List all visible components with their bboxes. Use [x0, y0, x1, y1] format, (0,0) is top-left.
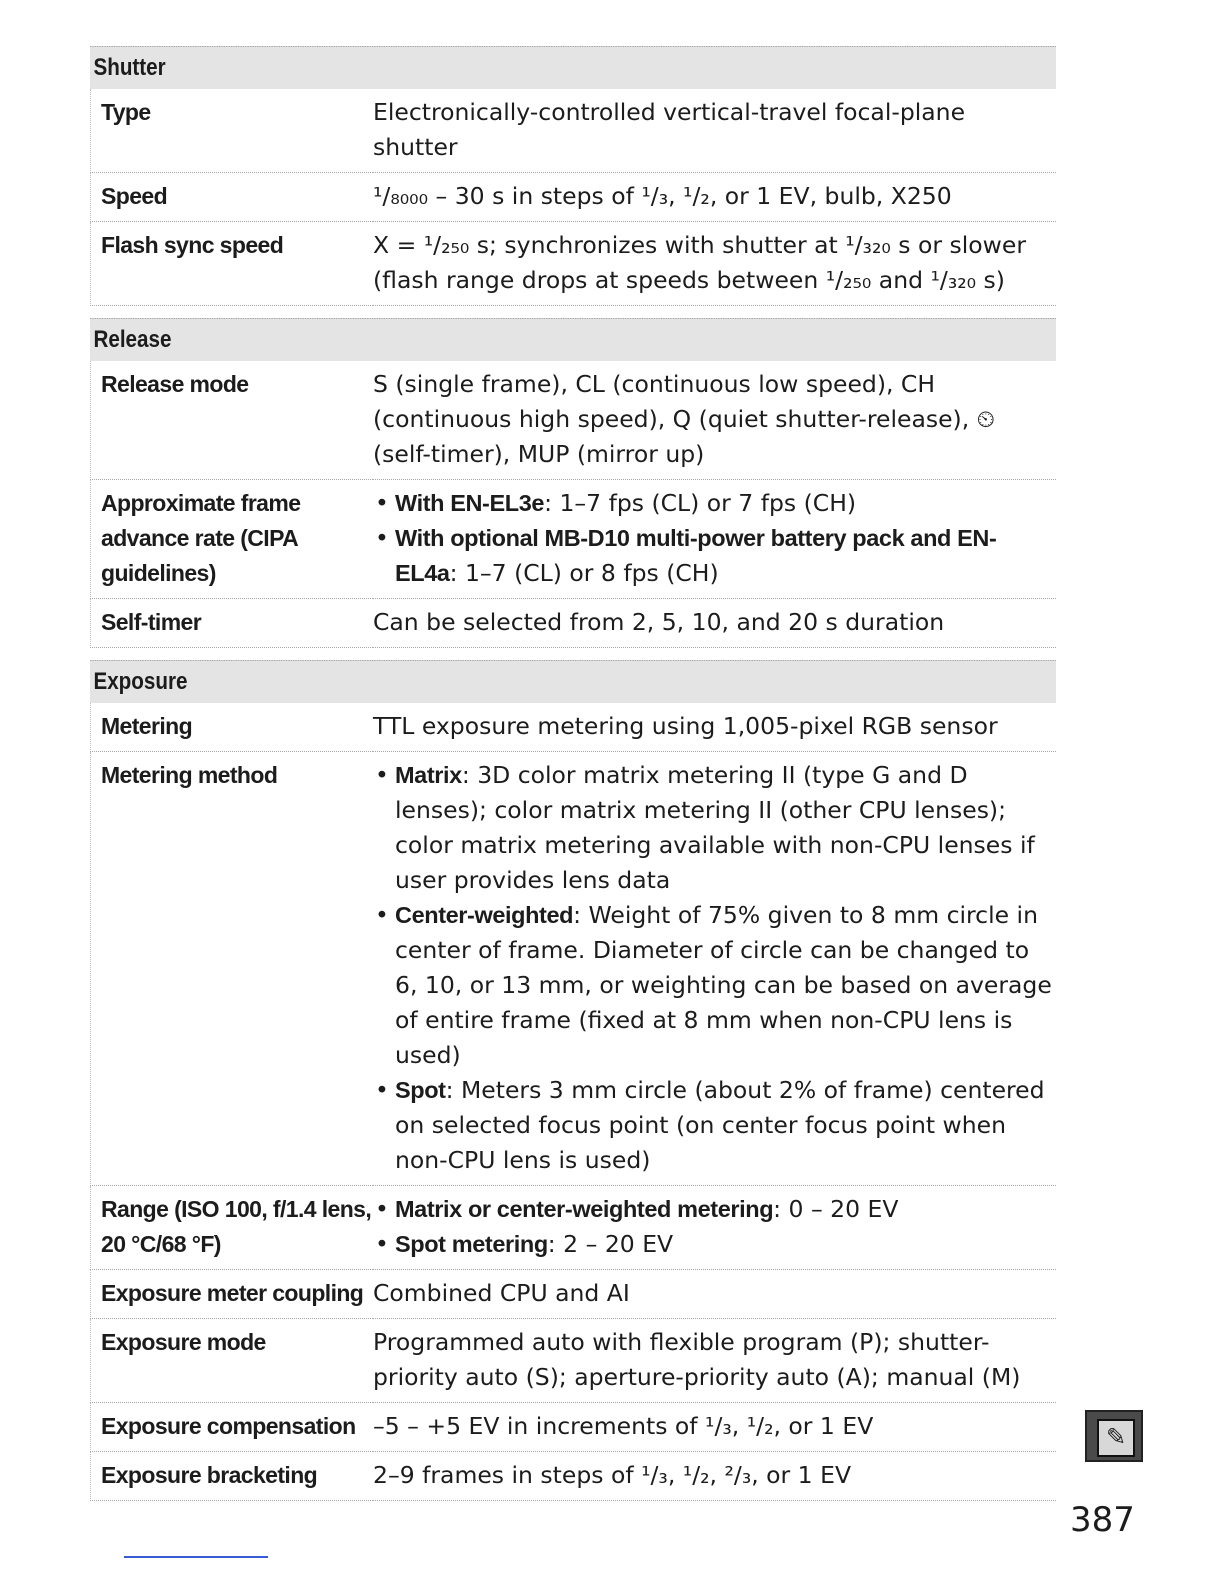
row-label: Exposure meter coupling	[91, 1270, 374, 1319]
bullet-list	[373, 758, 1056, 1178]
row-value: –5 – +5 EV in increments of ¹/₃, ¹/₂, or 1 EV	[373, 1403, 1056, 1452]
bullet-key: Center-weighted	[395, 902, 574, 928]
row-label: Self-timer	[91, 599, 374, 648]
bullet-text: : 2 – 20 EV	[547, 1230, 674, 1258]
bullet-text: : 1–7 fps (CL) or 7 fps (CH)	[544, 489, 857, 517]
bullet-key: Spot	[395, 1077, 446, 1103]
row-label: Speed	[91, 173, 374, 222]
list-item	[373, 486, 1056, 521]
table-row	[91, 89, 1057, 173]
table-row	[91, 703, 1057, 752]
table-row	[91, 1186, 1057, 1270]
list-item	[373, 1227, 1056, 1262]
list-item	[373, 1192, 1056, 1227]
row-value: TTL exposure metering using 1,005-pixel RGB sensor	[373, 703, 1056, 752]
bullet-key: With EN-EL3e	[395, 490, 545, 516]
bullet-list	[373, 486, 1056, 591]
bullet-key: Matrix	[395, 762, 462, 788]
row-label: Range (ISO 100, f/1.4 lens, 20 °C/68 °F)	[91, 1186, 374, 1270]
spec-table-exposure	[90, 703, 1056, 1501]
table-row	[91, 1403, 1057, 1452]
row-value: S (single frame), CL (continuous low speed), CH (continuous high speed), Q (quiet shutter-release), ⏲ (self-timer), MUP (mirror up)	[373, 361, 1056, 480]
row-label: Exposure compensation	[91, 1403, 374, 1452]
table-row	[91, 599, 1057, 648]
divider	[124, 1556, 268, 1558]
bullet-text: : Meters 3 mm circle (about 2% of frame) centered on selected focus point (on center focus point when non-CPU lens is used)	[395, 1076, 1045, 1174]
row-value: X = ¹/₂₅₀ s; synchronizes with shutter at ¹/₃₂₀ s or slower (flash range drops at speeds between ¹/₂₅₀ and ¹/₃₂₀ s)	[373, 222, 1056, 306]
bullet-text: : 0 – 20 EV	[773, 1195, 899, 1223]
table-row	[91, 1270, 1057, 1319]
row-label: Type	[91, 89, 374, 173]
bullet-key: Spot metering	[395, 1231, 548, 1257]
bullet-text: : 3D color matrix metering II (type G and D lenses); color matrix metering II (other CPU lenses); color matrix metering available with non-CPU lenses if user provides lens data	[395, 761, 1035, 894]
spec-table-shutter	[90, 89, 1056, 306]
row-value	[373, 480, 1056, 599]
row-value: Can be selected from 2, 5, 10, and 20 s duration	[373, 599, 1056, 648]
row-value: Electronically-controlled vertical-travel focal-plane shutter	[373, 89, 1056, 173]
table-row	[91, 1452, 1057, 1501]
row-value: Programmed auto with flexible program (P); shutter-priority auto (S); aperture-priority auto (A); manual (M)	[373, 1319, 1056, 1403]
pencil-icon: ✎	[1097, 1419, 1135, 1457]
row-label: Metering method	[91, 752, 374, 1186]
section-release	[90, 318, 1056, 361]
row-label: Metering	[91, 703, 374, 752]
table-row	[91, 1319, 1057, 1403]
row-value: 2–9 frames in steps of ¹/₃, ¹/₂, ²/₃, or 1 EV	[373, 1452, 1056, 1501]
row-value	[373, 752, 1056, 1186]
row-label: Flash sync speed	[91, 222, 374, 306]
section-shutter	[90, 46, 1056, 89]
table-row	[91, 173, 1057, 222]
row-label: Release mode	[91, 361, 374, 480]
section-title: Release	[90, 318, 1056, 361]
spec-table-release	[90, 361, 1056, 648]
section-exposure	[90, 660, 1056, 703]
bullet-text: : 1–7 (CL) or 8 fps (CH)	[449, 559, 719, 587]
section-title: Exposure	[90, 660, 1056, 703]
row-label: Approximate frame advance rate (CIPA guidelines)	[91, 480, 374, 599]
table-row	[91, 361, 1057, 480]
bullet-list	[373, 1192, 1056, 1262]
list-item	[373, 898, 1056, 1073]
list-item	[373, 521, 1056, 591]
notes-tab-icon	[1085, 1410, 1143, 1462]
list-item	[373, 758, 1056, 898]
bullet-key: Matrix or center-weighted metering	[395, 1196, 774, 1222]
row-label: Exposure bracketing	[91, 1452, 374, 1501]
table-row	[91, 480, 1057, 599]
list-item	[373, 1073, 1056, 1178]
row-value	[373, 1186, 1056, 1270]
table-row	[91, 752, 1057, 1186]
spec-page	[90, 46, 1056, 1501]
row-value: ¹/₈₀₀₀ – 30 s in steps of ¹/₃, ¹/₂, or 1 EV, bulb, X250	[373, 173, 1056, 222]
page-number: 387	[1070, 1500, 1135, 1540]
table-row	[91, 222, 1057, 306]
row-value: Combined CPU and AI	[373, 1270, 1056, 1319]
section-title: Shutter	[90, 46, 1056, 89]
bullet-text: : Weight of 75% given to 8 mm circle in center of frame. Diameter of circle can be changed to 6, 10, or 13 mm, or weighting can be based on average of entire frame (fixed at 8 mm when non-CPU lens is used)	[395, 901, 1052, 1069]
row-label: Exposure mode	[91, 1319, 374, 1403]
bullet-key: With optional MB-D10 multi-power battery pack and EN-EL4a	[395, 525, 997, 586]
